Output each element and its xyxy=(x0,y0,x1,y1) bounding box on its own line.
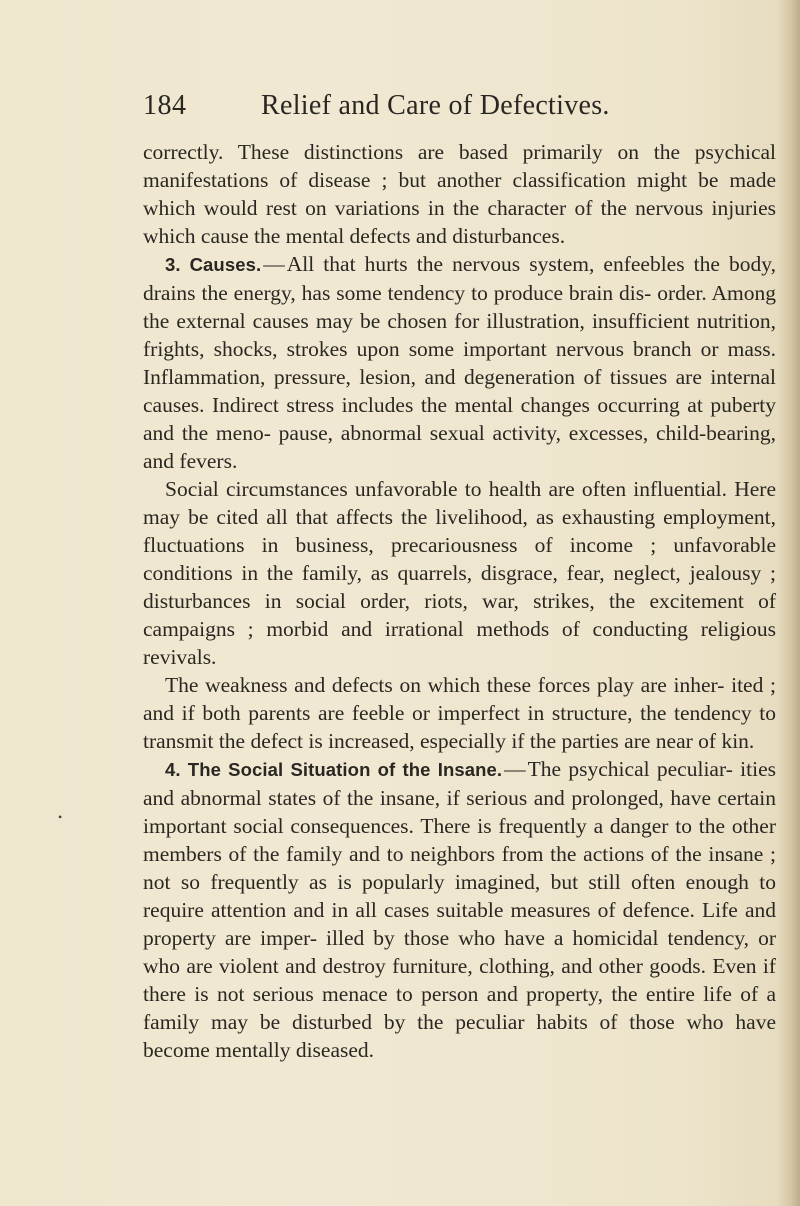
paragraph-causes-text: All that hurts the nervous system, enfeebles the body, drains the energy, has some tendency to produce brain dis- order. Among the external causes may be chosen for illustration, insufficient nutrition, frights, shocks, strokes upon some important nervous branch or mass. Inflammation, pressure, lesion, and degeneration of tissues are internal causes. Indirect stress includes the mental changes occurring at puberty and the meno- pause, abnormal sexual activity, excesses, child-bearing, and fevers. xyxy=(143,252,777,473)
paragraph-social-circumstances-text: Social circumstances unfavorable to health are often influential. Here may be cited all that affects the livelihood, as exhausting employment, fluctuations in business, precariousness of income ; unfavorable conditions in the family, as quarrels, disgrace, fear, neglect, jealousy ; disturbances in social order, riots, war, strikes, the excitement of campaigns ; morbid and irrational methods of conducting religious revivals. xyxy=(143,477,776,669)
section-heading-social-situation: 4. The Social Situation of the Insane. xyxy=(165,759,503,780)
paragraph-social-circumstances xyxy=(143,475,776,671)
paragraph-heredity-text: The weakness and defects on which these forces play are inher- ited ; and if both parents are feeble or imperfect in structure, the tendency to transmit the defect is increased, especially if the parties are near of kin. xyxy=(143,673,776,753)
em-dash: — xyxy=(504,757,526,781)
running-title: Relief and Care of Defectives. xyxy=(261,90,610,121)
paragraph-intro-text: correctly. These distinctions are based primarily on the psychical manifestations of disease ; but another classification might be made which would rest on variations in the character of the nervous injuries which cause the mental defects and disturbances. xyxy=(143,140,776,248)
margin-mark: • xyxy=(58,810,63,824)
paragraph-social-situation-text: The psychical peculiar- ities and abnormal states of the insane, if serious and prolonged, have certain important social consequences. There is frequently a danger to the other members of the family and to neighbors from the actions of the insane ; not so frequently as is popularly imagined, but still often enough to require attention and in all cases suitable measures of defence. Life and property are imper- illed by those who have a homicidal tendency, or who are violent and destroy furniture, clothing, and other goods. Even if there is not serious menace to person and property, the entire life of a family may be disturbed by the peculiar habits of those who have become mentally diseased. xyxy=(143,757,776,1062)
paragraph-causes xyxy=(143,250,776,475)
page-number: 184 xyxy=(143,90,187,121)
page-edge-shadow xyxy=(778,0,800,1206)
paragraph-intro xyxy=(143,138,776,250)
section-heading-causes: 3. Causes. xyxy=(165,254,262,275)
paragraph-social-situation xyxy=(143,755,776,1064)
em-dash: — xyxy=(263,252,285,276)
running-header xyxy=(143,86,763,126)
paragraph-heredity xyxy=(143,671,776,755)
body-text xyxy=(143,138,776,1064)
